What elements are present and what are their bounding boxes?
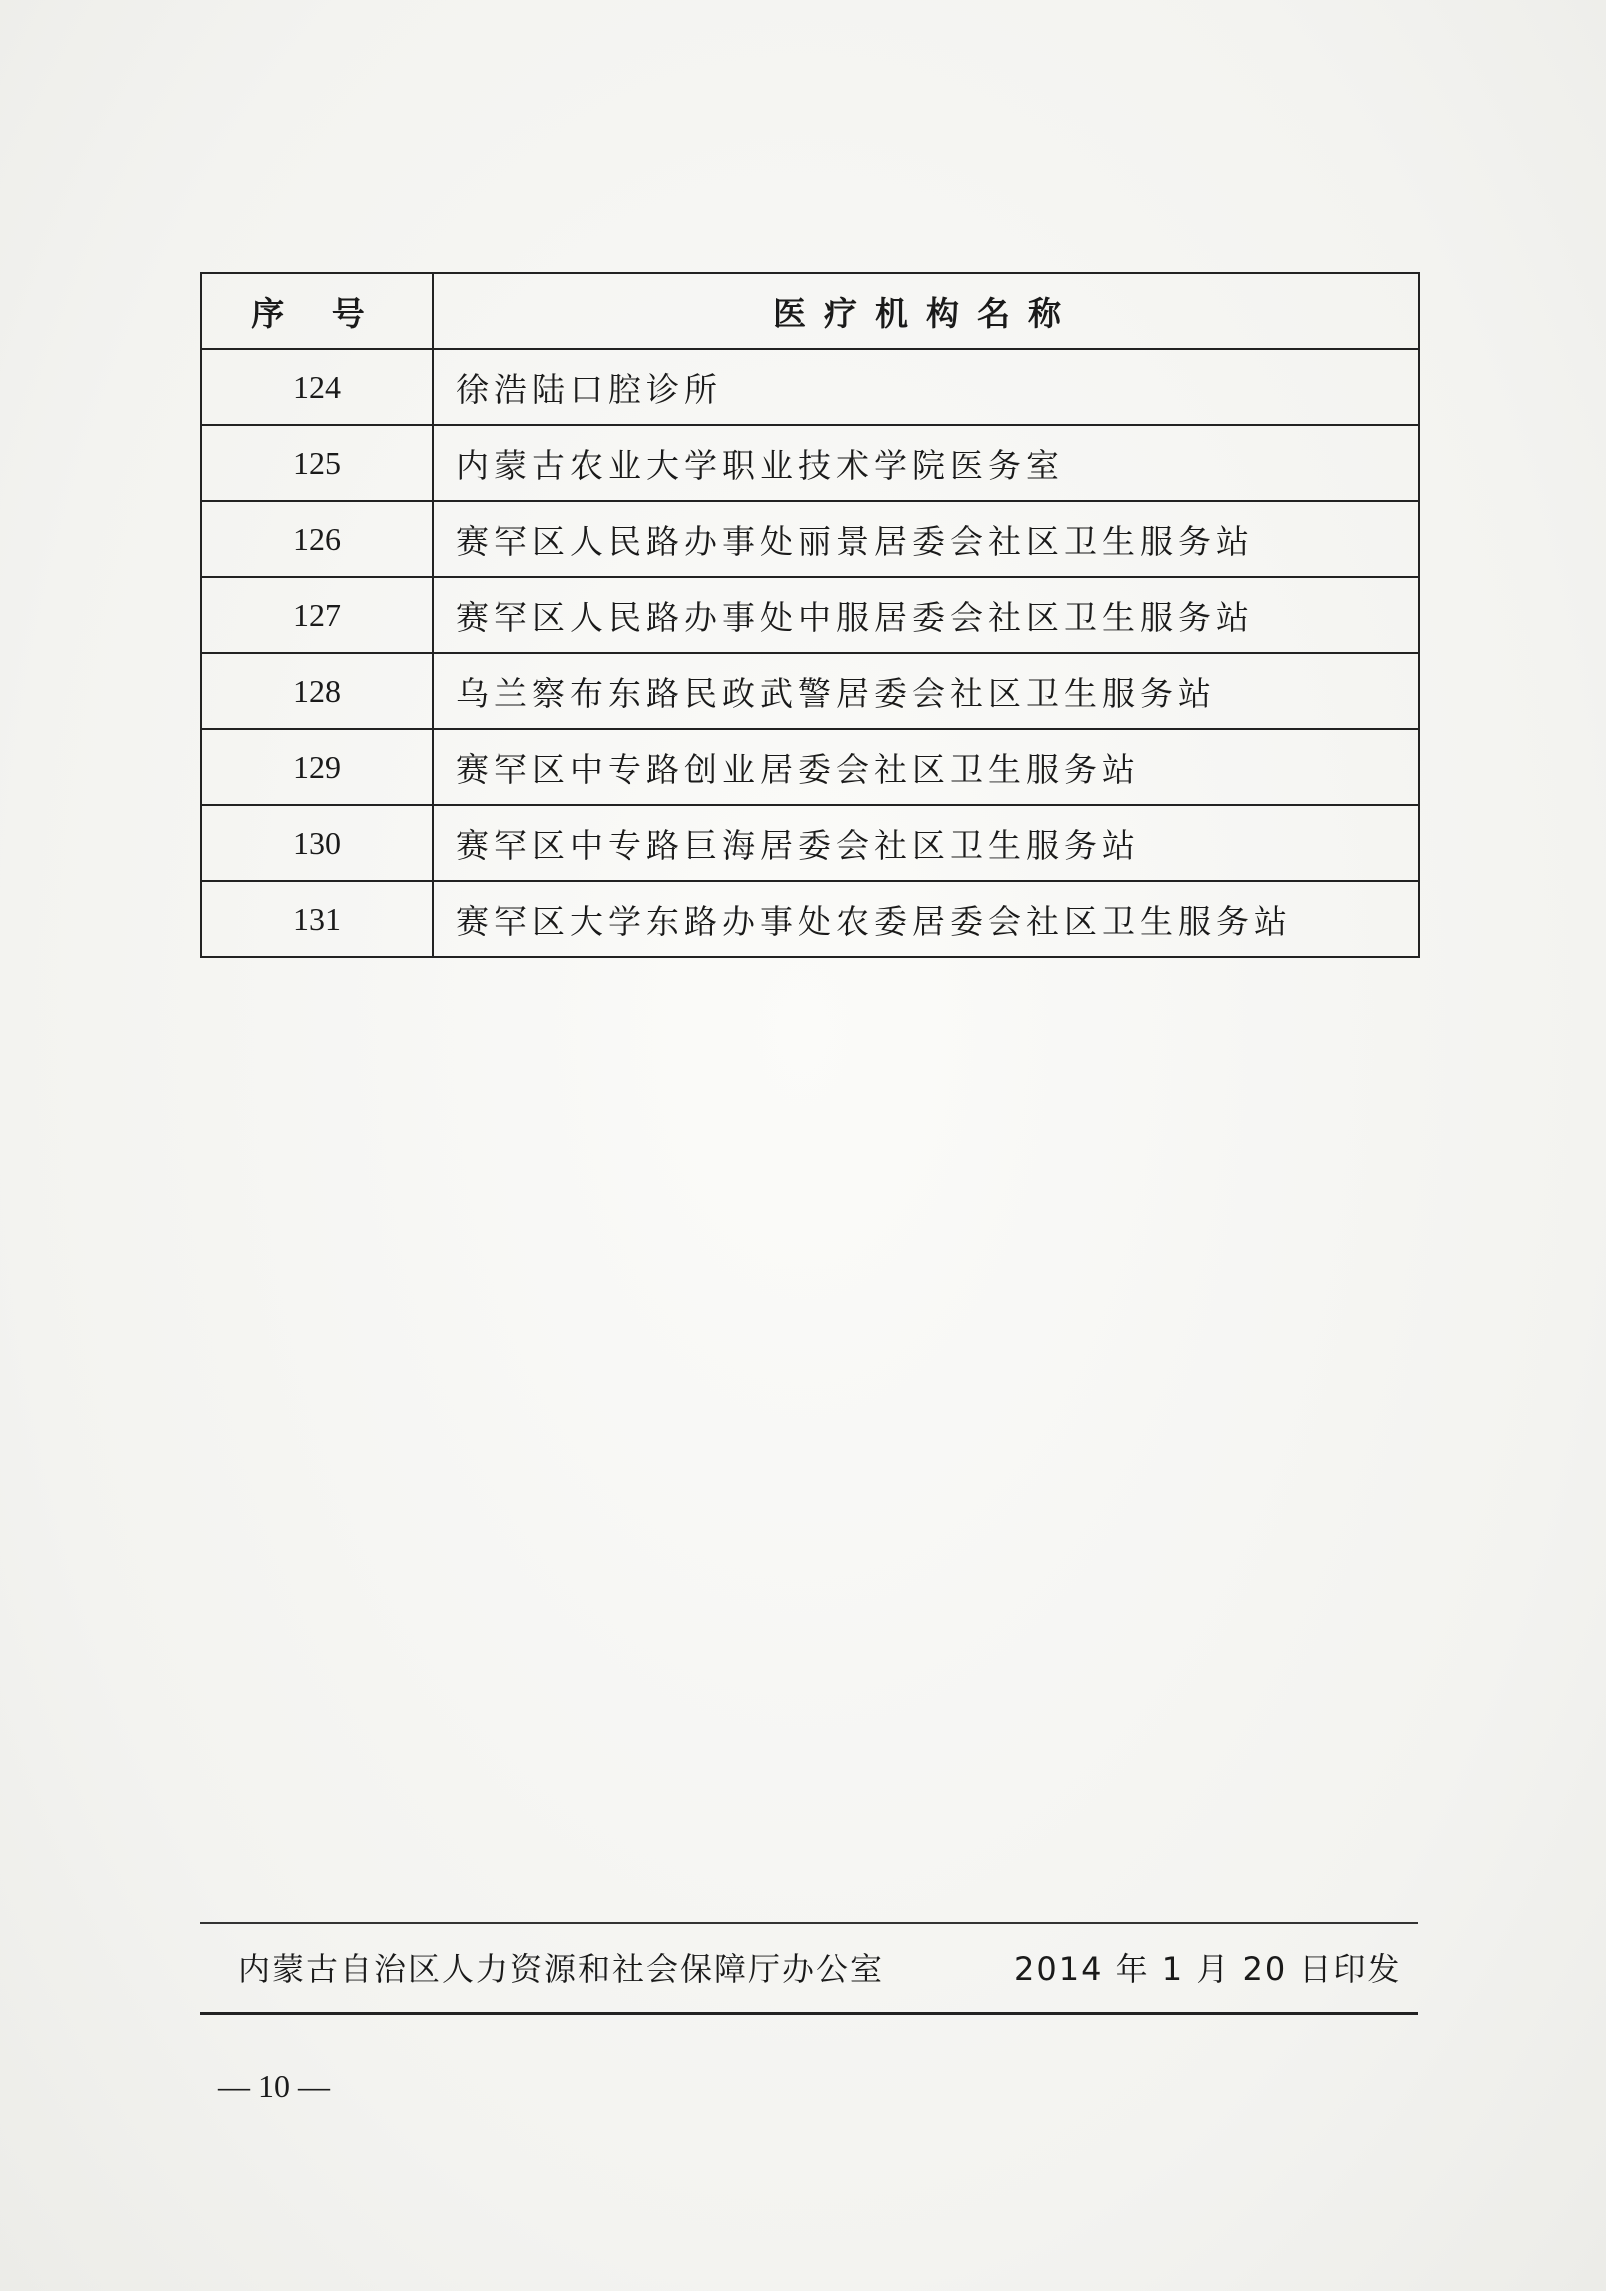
table-row [201,653,1419,729]
institution-table [200,272,1420,958]
row-name: 内蒙古农业大学职业技术学院医务室 [433,425,1419,501]
row-number: 130 [201,805,433,881]
table-row [201,729,1419,805]
row-name: 赛罕区中专路创业居委会社区卫生服务站 [433,729,1419,805]
table-row [201,577,1419,653]
row-name: 赛罕区大学东路办事处农委居委会社区卫生服务站 [433,881,1419,957]
row-number: 127 [201,577,433,653]
row-name: 赛罕区人民路办事处丽景居委会社区卫生服务站 [433,501,1419,577]
row-number: 125 [201,425,433,501]
footer-divider-bottom [200,2012,1418,2015]
row-number: 126 [201,501,433,577]
row-name: 乌兰察布东路民政武警居委会社区卫生服务站 [433,653,1419,729]
header-number: 序 号 [201,273,433,349]
issue-date: 2014 年 1 月 20 日印发 [1014,1950,1402,1988]
table-row [201,501,1419,577]
row-name: 徐浩陆口腔诊所 [433,349,1419,425]
issuer-office: 内蒙古自治区人力资源和社会保障厅办公室 [238,1950,885,1988]
footer-divider-top [200,1922,1418,1924]
row-number: 129 [201,729,433,805]
row-number: 128 [201,653,433,729]
table-row [201,805,1419,881]
table-row [201,881,1419,957]
row-name: 赛罕区中专路巨海居委会社区卫生服务站 [433,805,1419,881]
row-name: 赛罕区人民路办事处中服居委会社区卫生服务站 [433,577,1419,653]
page-number: — 10 — [218,2068,330,2104]
table-header-row [201,273,1419,349]
table-row [201,349,1419,425]
header-name: 医疗机构名称 [433,273,1419,349]
table-row [201,425,1419,501]
row-number: 131 [201,881,433,957]
row-number: 124 [201,349,433,425]
